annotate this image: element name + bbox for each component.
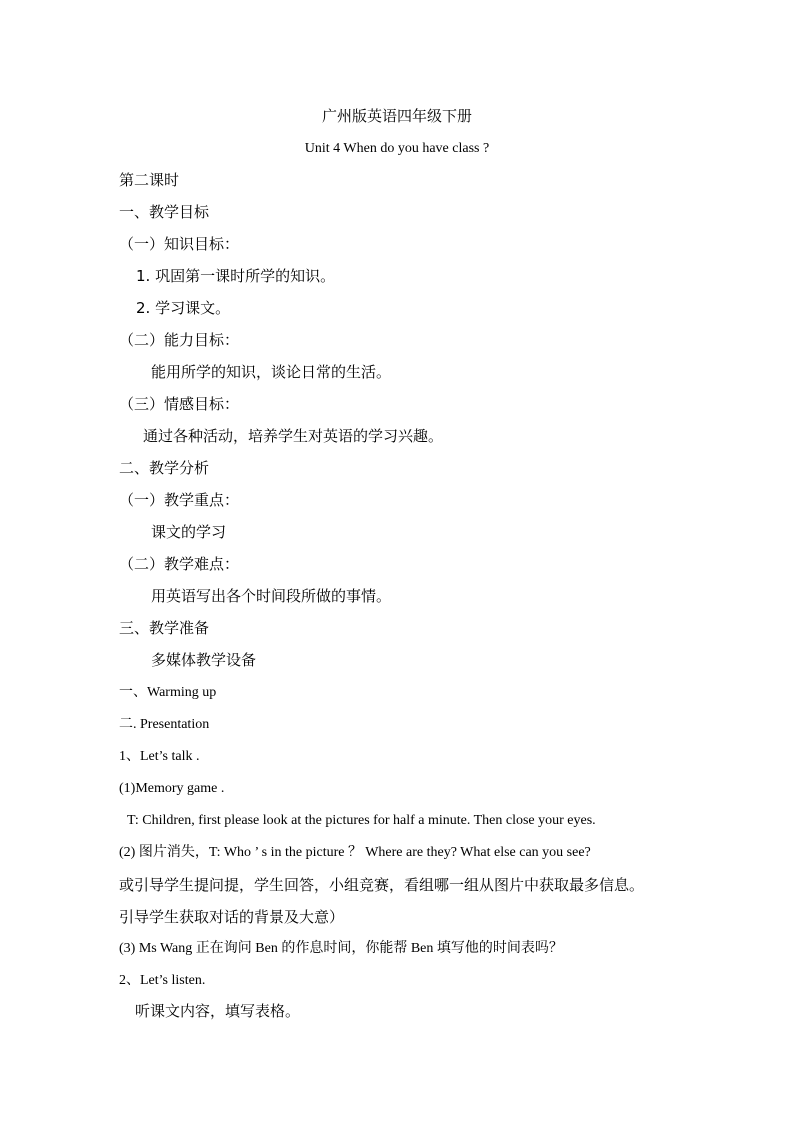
step-warming-up: 一、Warming up <box>119 685 217 700</box>
preparation-text: 多媒体教学设备 <box>151 651 257 669</box>
teacher-instruction: T: Children, first please look at the pictures for half a minute. Then close your eyes. <box>127 813 596 828</box>
difficulty-text: 用英语写出各个时间段所做的事情。 <box>151 587 392 605</box>
section-heading-preparation: 三、教学准备 <box>119 619 210 637</box>
listen-instruction: 听课文内容，填写表格。 <box>135 1002 301 1020</box>
subheading-key-points: （一）教学重点： <box>119 491 240 509</box>
list-item-1: 1. 巩固第一课时所学的知识。 <box>136 267 336 285</box>
timetable-question: (3) Ms Wang 正在询问 Ben 的作息时间，你能帮 Ben 填写他的时间表吗？ <box>119 941 563 956</box>
activity-lets-talk: 1、Let’s talk . <box>119 749 200 764</box>
section-heading-objectives: 一、教学目标 <box>119 203 210 221</box>
picture-question-line: (2) 图片消失，T: Who ’ s in the picture ？ Where are they? What else can you see? <box>119 845 591 860</box>
subheading-difficulties: （二）教学难点： <box>119 555 240 573</box>
unit-title: Unit 4 When do you have class ? <box>304 141 490 156</box>
subheading-ability-goals: （二）能力目标： <box>119 331 240 349</box>
key-point-text: 课文的学习 <box>151 523 227 541</box>
guidance-line-1: 或引导学生提问提，学生回答，小组竞赛，看组哪一组从图片中获取最多信息。 <box>119 876 645 894</box>
activity-lets-listen: 2、Let’s listen. <box>119 973 206 988</box>
lesson-label: 第二课时 <box>119 171 180 189</box>
emotional-goal-text: 通过各种活动，培养学生对英语的学习兴趣。 <box>143 427 444 445</box>
step-presentation: 二. Presentation <box>119 717 210 732</box>
document-title: 广州版英语四年级下册 <box>321 107 472 125</box>
list-item-2: 2. 学习课文。 <box>136 299 231 317</box>
memory-game-label: (1)Memory game . <box>119 781 225 796</box>
subheading-emotional-goals: （三）情感目标： <box>119 395 240 413</box>
ability-goal-text: 能用所学的知识，谈论日常的生活。 <box>151 363 392 381</box>
guidance-line-2: 引导学生获取对话的背景及大意） <box>119 908 345 926</box>
section-heading-analysis: 二、教学分析 <box>119 459 210 477</box>
subheading-knowledge-goals: （一）知识目标： <box>119 235 240 253</box>
